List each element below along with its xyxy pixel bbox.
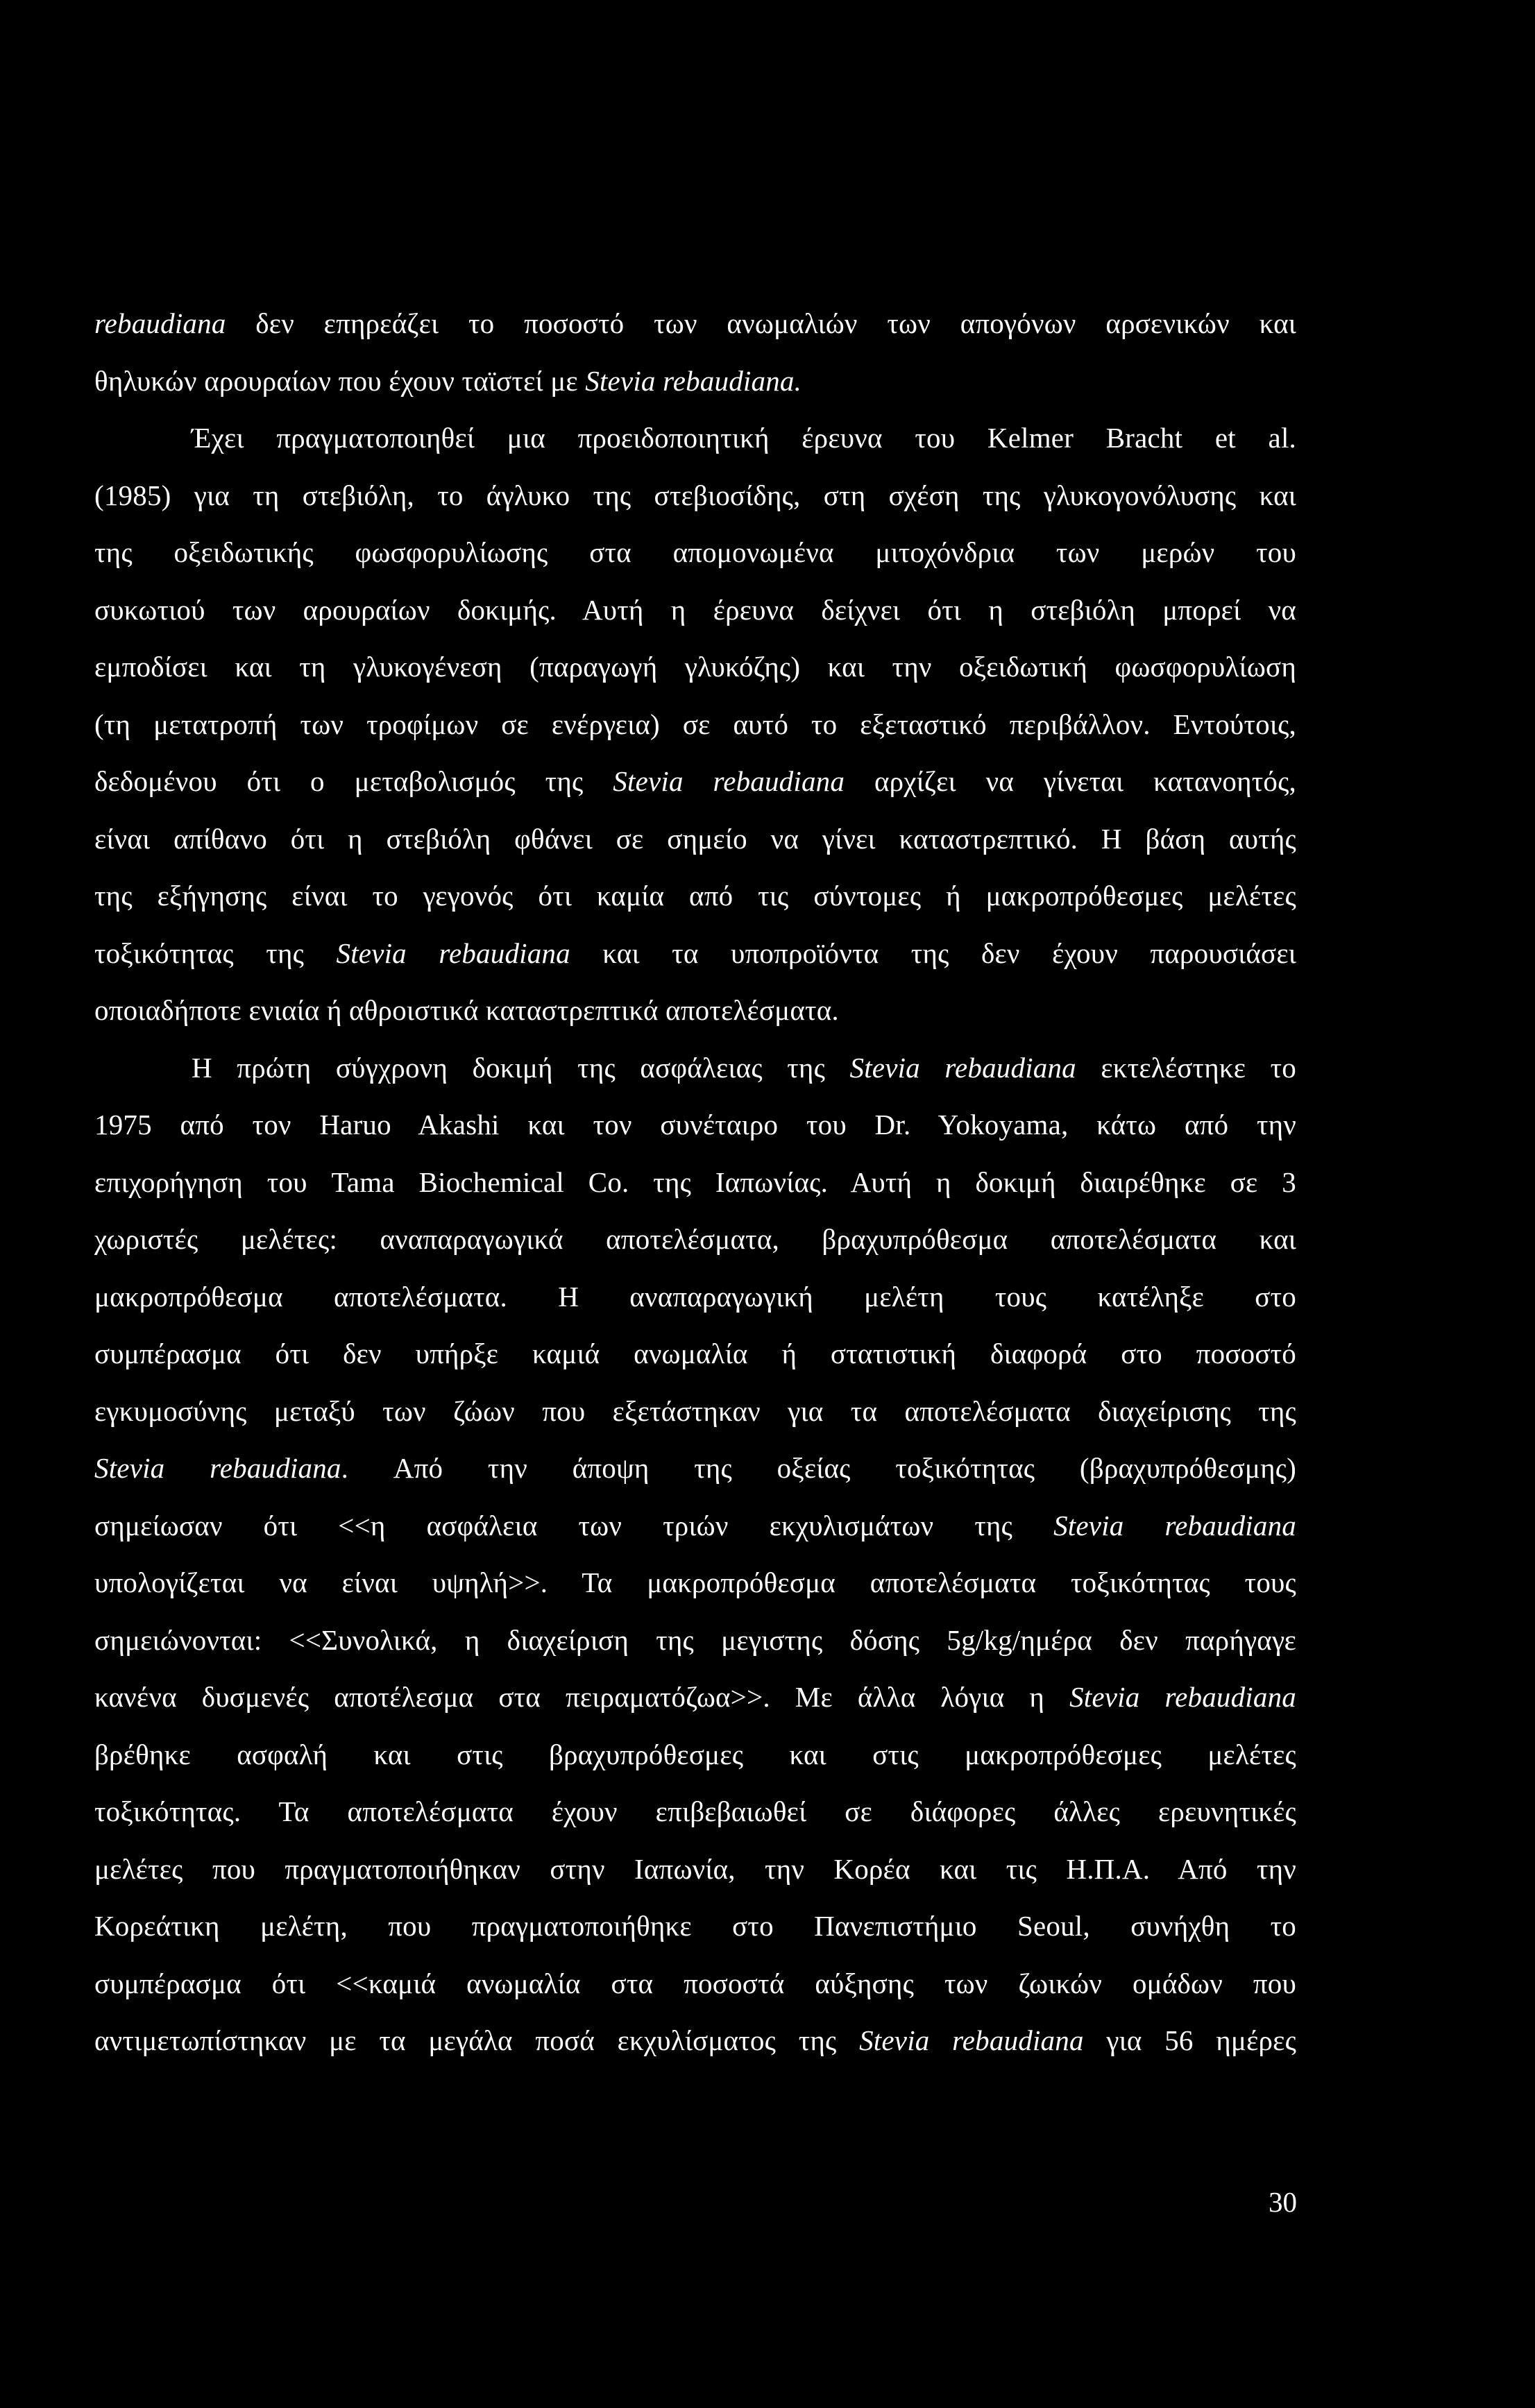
text-segment: Η πρώτη σύγχρονη δοκιμή της ασφάλειας της bbox=[192, 1051, 850, 1084]
text-line bbox=[94, 753, 1296, 810]
italic-text: Stevia rebaudiana bbox=[859, 2024, 1084, 2056]
text-line bbox=[94, 1668, 1296, 1726]
text-line bbox=[94, 1955, 1296, 2013]
text-line bbox=[94, 295, 1296, 352]
italic-text: rebaudiana bbox=[94, 307, 226, 339]
text-segment: για 56 ημέρες bbox=[1083, 2024, 1296, 2056]
text-line bbox=[94, 1897, 1296, 1955]
text-segment: εμποδίσει και τη γλυκογένεση (παραγωγή γλυκόζης) και την οξειδωτική φωσφορυλίωση bbox=[94, 651, 1296, 683]
italic-text: Stevia rebaudiana bbox=[1053, 1509, 1296, 1542]
text-line bbox=[94, 810, 1296, 868]
text-line bbox=[94, 1039, 1296, 1097]
text-line bbox=[94, 1383, 1296, 1440]
text-segment: βρέθηκε ασφαλή και στις βραχυπρόθεσμες και στις μακροπρόθεσμες μελέτες bbox=[94, 1738, 1296, 1770]
text-segment: είναι απίθανο ότι η στεβιόλη φθάνει σε σημείο να γίνει καταστρεπτικό. Η βάση αυτής bbox=[94, 822, 1296, 855]
text-segment: συμπέρασμα ότι <<καμιά ανωμαλία στα ποσοστά αύξησης των ζωικών ομάδων που bbox=[94, 1967, 1296, 1999]
text-line bbox=[94, 1325, 1296, 1383]
text-line bbox=[94, 1440, 1296, 1497]
text-line bbox=[94, 1268, 1296, 1326]
text-line bbox=[94, 982, 1296, 1039]
text-segment: (τη μετατροπή των τροφίμων σε ενέργεια) σε αυτό το εξεταστικό περιβάλλον. Εντούτοις, bbox=[94, 708, 1296, 740]
text-segment: . Από την άποψη της οξείας τοξικότητας (βραχυπρόθεσμης) bbox=[341, 1452, 1296, 1484]
text-segment: χωριστές μελέτες: αναπαραγωγικά αποτελέσματα, βραχυπρόθεσμα αποτελέσματα και bbox=[94, 1223, 1296, 1255]
text-line bbox=[94, 867, 1296, 925]
text-line bbox=[94, 1154, 1296, 1211]
italic-text: Stevia rebaudiana bbox=[613, 765, 845, 797]
text-line bbox=[94, 1726, 1296, 1784]
text-segment: τοξικότητας της bbox=[94, 937, 337, 969]
text-segment: θηλυκών αρουραίων που έχουν ταϊστεί με bbox=[94, 364, 586, 397]
text-segment: αρχίζει να γίνεται κατανοητός, bbox=[845, 765, 1296, 797]
text-segment: εγκυμοσύνης μεταξύ των ζώων που εξετάστηκαν για τα αποτελέσματα διαχείρισης της bbox=[94, 1394, 1296, 1427]
body-text bbox=[94, 295, 1296, 2069]
text-line bbox=[94, 524, 1296, 581]
text-line bbox=[94, 409, 1296, 467]
text-segment: δεν επηρεάζει το ποσοστό των ανωμαλιών των απογόνων αρσενικών και bbox=[226, 307, 1296, 339]
text-segment: μελέτες που πραγματοποιήθηκαν στην Ιαπωνία, την Κορέα και τις Η.Π.Α. Από την bbox=[94, 1852, 1296, 1885]
text-segment: αντιμετωπίστηκαν με τα μεγάλα ποσά εκχυλίσματος της bbox=[94, 2024, 860, 2056]
italic-text: Stevia rebaudiana. bbox=[585, 364, 802, 397]
text-line bbox=[94, 581, 1296, 639]
text-line bbox=[94, 1554, 1296, 1612]
text-line bbox=[94, 1612, 1296, 1669]
text-line bbox=[94, 925, 1296, 982]
text-line bbox=[94, 352, 1296, 410]
text-segment: σημειώνονται: <<Συνολικά, η διαχείριση της μεγιστης δόσης 5g/kg/ημέρα δεν παρήγαγε bbox=[94, 1623, 1296, 1656]
page-number: 30 bbox=[1269, 2186, 1297, 2218]
text-segment: συκωτιού των αρουραίων δοκιμής. Αυτή η έρευνα δείχνει ότι η στεβιόλη μπορεί να bbox=[94, 593, 1296, 626]
text-segment: Κορεάτικη μελέτη, που πραγματοποιήθηκε στο Πανεπιστήμιο Seoul, συνήχθη το bbox=[94, 1910, 1296, 1942]
text-line bbox=[94, 638, 1296, 696]
text-line bbox=[94, 1211, 1296, 1268]
text-line bbox=[94, 1841, 1296, 1898]
italic-text: Stevia rebaudiana bbox=[849, 1051, 1076, 1084]
text-line bbox=[94, 467, 1296, 524]
text-segment: της εξήγησης είναι το γεγονός ότι καμία από τις σύντομες ή μακροπρόθεσμες μελέτες bbox=[94, 880, 1296, 912]
text-segment: της οξειδωτικής φωσφορυλίωσης στα απομονωμένα μιτοχόνδρια των μερών του bbox=[94, 536, 1296, 568]
text-line bbox=[94, 1783, 1296, 1841]
text-segment: δεδομένου ότι ο μεταβολισμός της bbox=[94, 765, 613, 797]
italic-text: Stevia rebaudiana bbox=[336, 937, 570, 969]
text-segment: συμπέρασμα ότι δεν υπήρξε καμιά ανωμαλία ή στατιστική διαφορά στο ποσοστό bbox=[94, 1338, 1296, 1369]
text-segment: (1985) για τη στεβιόλη, το άγλυκο της στεβιοσίδης, στη σχέση της γλυκογονόλυσης και bbox=[94, 479, 1296, 511]
text-line bbox=[94, 2012, 1296, 2069]
text-segment: 1975 από τον Haruo Akashi και τον συνέταιρο του Dr. Yokoyama, κάτω από την bbox=[94, 1109, 1296, 1141]
italic-text: Stevia rebaudiana bbox=[1069, 1681, 1296, 1713]
text-line bbox=[94, 1096, 1296, 1154]
text-segment: Έχει πραγματοποιηθεί μια προειδοποιητική έρευνα του Kelmer Bracht et al. bbox=[192, 422, 1296, 454]
text-segment: κανένα δυσμενές αποτέλεσμα στα πειραματόζωα>>. Με άλλα λόγια η bbox=[94, 1681, 1070, 1713]
text-segment: οποιαδήποτε ενιαία ή αθροιστικά καταστρεπτικά αποτελέσματα. bbox=[94, 994, 839, 1026]
text-segment: υπολογίζεται να είναι υψηλή>>. Τα μακροπρόθεσμα αποτελέσματα τοξικότητας τους bbox=[94, 1566, 1296, 1598]
italic-text: Stevia rebaudiana bbox=[94, 1452, 341, 1484]
text-line bbox=[94, 1497, 1296, 1555]
text-segment: τοξικότητας. Τα αποτελέσματα έχουν επιβεβαιωθεί σε διάφορες άλλες ερευνητικές bbox=[94, 1795, 1296, 1827]
text-line bbox=[94, 696, 1296, 753]
text-segment: σημείωσαν ότι <<η ασφάλεια των τριών εκχυλισμάτων της bbox=[94, 1509, 1054, 1542]
text-segment: και τα υποπροϊόντα της δεν έχουν παρουσιάσει bbox=[570, 937, 1296, 969]
text-segment: εκτελέστηκε το bbox=[1076, 1051, 1296, 1084]
text-segment: επιχορήγηση του Tama Biochemical Co. της Ιαπωνίας. Αυτή η δοκιμή διαιρέθηκε σε 3 bbox=[94, 1165, 1296, 1198]
text-segment: μακροπρόθεσμα αποτελέσματα. Η αναπαραγωγική μελέτη τους κατέληξε στο bbox=[94, 1280, 1296, 1313]
